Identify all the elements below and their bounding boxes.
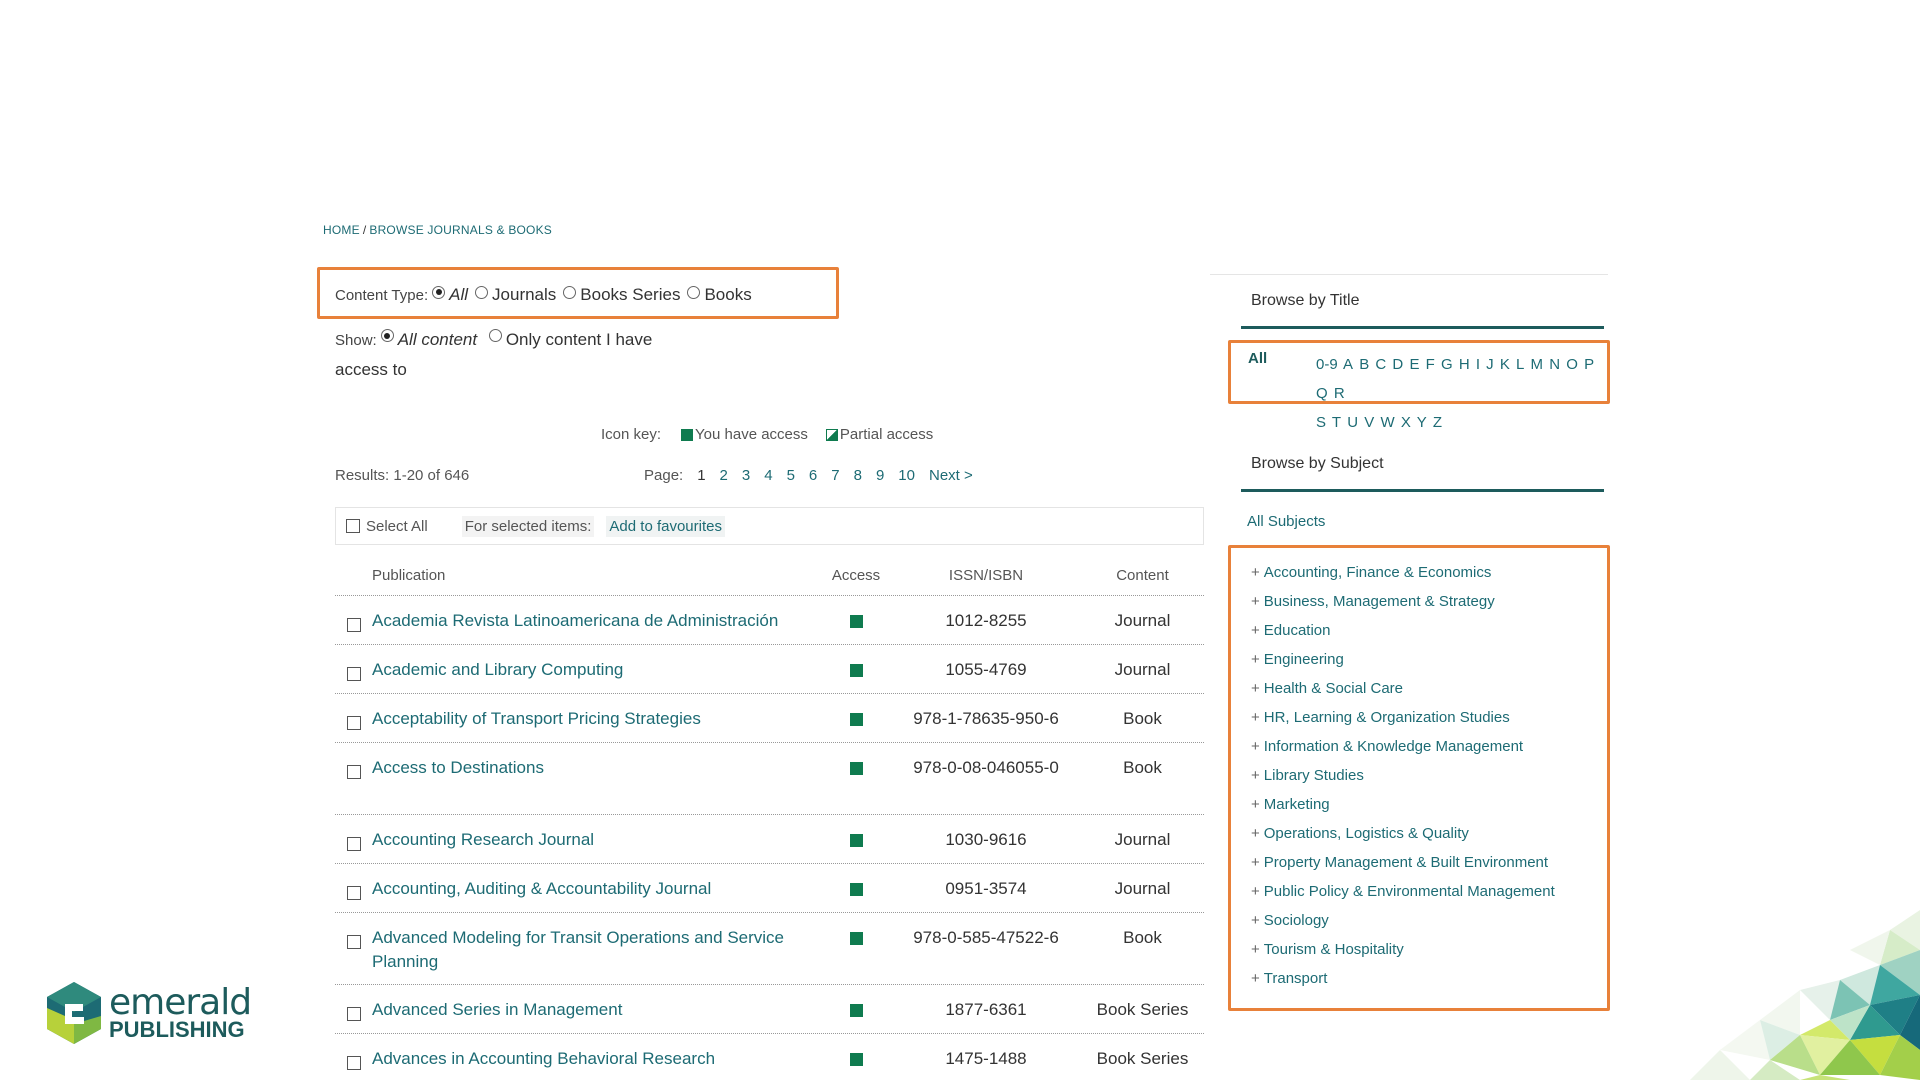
alpha-letter-link[interactable]: A	[1343, 356, 1354, 373]
content-type-value: Journal	[1114, 830, 1171, 849]
row-checkbox[interactable]	[347, 935, 361, 949]
alpha-letter-link[interactable]: 0-9	[1316, 356, 1338, 373]
breadcrumb-home[interactable]: HOME	[323, 223, 360, 237]
select-all-checkbox[interactable]	[346, 519, 360, 533]
header-content[interactable]: Content	[1116, 567, 1169, 584]
radio-content-journals[interactable]	[475, 286, 488, 299]
row-checkbox[interactable]	[347, 1056, 361, 1070]
row-checkbox[interactable]	[347, 765, 361, 779]
breadcrumb-separator: /	[362, 223, 367, 237]
access-icon	[850, 932, 863, 945]
publication-title-link[interactable]: Accounting, Auditing & Accountability Journal	[372, 879, 712, 898]
page-link[interactable]: 3	[741, 467, 751, 484]
subject-label[interactable]: Operations, Logistics & Quality	[1263, 825, 1469, 842]
partial-access-icon	[826, 429, 838, 441]
publication-title-link[interactable]: Access to Destinations	[372, 758, 544, 777]
page-link[interactable]: 1	[697, 467, 706, 484]
plus-icon: +	[1251, 941, 1260, 958]
page-link[interactable]: 10	[898, 467, 915, 484]
header-issn[interactable]: ISSN/ISBN	[948, 567, 1024, 584]
subject-item[interactable]	[1251, 848, 1555, 877]
alpha-all-link[interactable]: All	[1248, 350, 1268, 367]
table-row	[335, 694, 1204, 743]
alpha-letter-link[interactable]: U	[1347, 414, 1359, 431]
issn-value: 1055-4769	[945, 660, 1027, 679]
alpha-letter-link[interactable]: V	[1364, 414, 1375, 431]
icon-key-partial: Partial access	[839, 426, 934, 443]
content-type-value: Journal	[1114, 879, 1171, 898]
browse-subject-rule	[1241, 489, 1604, 492]
plus-icon: +	[1251, 680, 1260, 697]
plus-icon: +	[1251, 767, 1260, 784]
subject-item[interactable]	[1251, 674, 1555, 703]
access-icon	[850, 834, 863, 847]
subject-label[interactable]: Education	[1263, 622, 1331, 639]
alpha-letter-link[interactable]: L	[1516, 356, 1525, 373]
alpha-letter-link[interactable]: K	[1499, 356, 1510, 373]
issn-value: 1475-1488	[945, 1049, 1027, 1068]
issn-value: 978-0-08-046055-0	[913, 758, 1059, 777]
browse-title-heading: Browse by Title	[1251, 292, 1360, 309]
issn-value: 978-0-585-47522-6	[913, 928, 1059, 947]
radio-content-books[interactable]	[687, 286, 700, 299]
alpha-letter-link[interactable]: B	[1359, 356, 1370, 373]
alpha-letter-link[interactable]: Y	[1416, 414, 1427, 431]
radio-label-all[interactable]: All	[449, 285, 469, 304]
page-label: Page:	[644, 467, 684, 484]
results-count: Results: 1-20 of 646	[335, 467, 470, 484]
alpha-letter-link[interactable]: J	[1486, 356, 1494, 373]
content-type-value: Book Series	[1096, 1049, 1189, 1068]
subject-item[interactable]	[1251, 790, 1555, 819]
alpha-letter-link[interactable]: X	[1400, 414, 1411, 431]
plus-icon: +	[1251, 651, 1260, 668]
page-link[interactable]: 4	[764, 467, 773, 484]
plus-icon: +	[1251, 796, 1260, 813]
issn-value: 1877-6361	[945, 1000, 1027, 1019]
subject-item[interactable]	[1251, 587, 1555, 616]
row-checkbox[interactable]	[347, 1007, 361, 1021]
publication-title-link[interactable]: Advanced Modeling for Transit Operations and Service Planning	[372, 928, 785, 971]
alpha-letter-link[interactable]: T	[1331, 414, 1342, 431]
publication-title-link[interactable]: Advances in Accounting Behavioral Research	[372, 1049, 716, 1068]
issn-value: 1030-9616	[945, 830, 1027, 849]
pagination	[644, 467, 987, 484]
plus-icon: +	[1251, 709, 1260, 726]
subject-label[interactable]: Business, Management & Strategy	[1263, 593, 1495, 610]
publication-title-link[interactable]: Academic and Library Computing	[372, 660, 624, 679]
alpha-letter-link[interactable]: I	[1475, 356, 1480, 373]
content-type-value: Book	[1123, 928, 1162, 947]
plus-icon: +	[1251, 912, 1260, 929]
header-access[interactable]: Access	[831, 567, 881, 584]
add-to-favourites-button[interactable]: Add to favourites	[606, 516, 725, 537]
page-link[interactable]: 7	[831, 467, 840, 484]
subject-item[interactable]	[1251, 558, 1555, 587]
subject-label[interactable]: Transport	[1263, 970, 1328, 987]
alpha-letter-link[interactable]: C	[1375, 356, 1387, 373]
logo-text-publishing: PUBLISHING	[109, 1017, 245, 1042]
table-row	[335, 1034, 1204, 1080]
plus-icon: +	[1251, 593, 1260, 610]
plus-icon: +	[1251, 883, 1260, 900]
radio-show-all[interactable]	[381, 329, 394, 342]
subject-label[interactable]: Health & Social Care	[1263, 680, 1403, 697]
subject-item[interactable]	[1251, 703, 1555, 732]
content-type-value: Journal	[1114, 611, 1171, 630]
header-publication[interactable]: Publication	[372, 567, 446, 584]
page-link[interactable]: 9	[875, 467, 885, 484]
publication-title-link[interactable]: Academia Revista Latinoamericana de Administración	[372, 611, 779, 630]
browse-subject-heading: Browse by Subject	[1251, 455, 1384, 472]
alpha-letter-link[interactable]: F	[1425, 356, 1435, 373]
subject-item[interactable]	[1251, 906, 1555, 935]
content-type-value: Book	[1123, 758, 1162, 777]
alpha-letter-link[interactable]: Z	[1432, 414, 1443, 431]
access-icon	[850, 713, 863, 726]
page-link[interactable]: 8	[853, 467, 862, 484]
subject-label[interactable]: Tourism & Hospitality	[1263, 941, 1404, 958]
plus-icon: +	[1251, 564, 1260, 581]
subject-item[interactable]	[1251, 616, 1555, 645]
subject-item[interactable]	[1251, 645, 1555, 674]
radio-label-all-content[interactable]: All content	[397, 330, 478, 349]
content-type-value: Journal	[1114, 660, 1171, 679]
subject-label[interactable]: Engineering	[1263, 651, 1344, 668]
access-icon	[850, 1053, 863, 1066]
subject-label[interactable]: Accounting, Finance & Economics	[1263, 564, 1492, 581]
table-row	[335, 913, 1204, 985]
alpha-letter-link[interactable]: M	[1530, 356, 1544, 373]
alpha-letter-link[interactable]: D	[1392, 356, 1404, 373]
page-link[interactable]: 2	[719, 467, 728, 484]
radio-content-books-series[interactable]	[563, 286, 576, 299]
content-type-value: Book Series	[1096, 1000, 1189, 1019]
issn-value: 0951-3574	[945, 879, 1027, 898]
show-filter	[335, 325, 695, 384]
selection-toolbar	[335, 507, 1204, 545]
alpha-letter-link[interactable]: W	[1380, 414, 1395, 431]
icon-key-label: Icon key:	[601, 426, 662, 443]
alpha-letter-link[interactable]: Q	[1316, 385, 1328, 402]
table-row	[335, 645, 1204, 694]
radio-label-books[interactable]: Books	[704, 285, 752, 304]
publication-title-link[interactable]: Acceptability of Transport Pricing Strategies	[372, 709, 701, 728]
content-type-label: Content Type:	[335, 286, 429, 304]
subject-item[interactable]	[1251, 761, 1555, 790]
access-icon	[850, 615, 863, 628]
radio-label-books-series[interactable]: Books Series	[580, 285, 681, 304]
breadcrumb	[323, 223, 552, 237]
alpha-letter-link[interactable]: P	[1584, 356, 1595, 373]
emerald-logo	[45, 980, 251, 1046]
show-label: Show:	[335, 332, 377, 349]
page-link[interactable]: 6	[808, 467, 818, 484]
subject-item[interactable]	[1251, 877, 1555, 906]
alpha-letter-link[interactable]: R	[1333, 385, 1345, 402]
plus-icon: +	[1251, 970, 1260, 987]
plus-icon: +	[1251, 825, 1260, 842]
publications-table	[335, 556, 1204, 1080]
select-all-label[interactable]: Select All	[366, 517, 428, 535]
access-icon	[850, 664, 863, 677]
table-header	[335, 556, 1204, 596]
subject-label[interactable]: Library Studies	[1263, 767, 1364, 784]
alpha-letter-link[interactable]: G	[1440, 356, 1453, 373]
publication-title-link[interactable]: Advanced Series in Management	[372, 1000, 623, 1019]
icon-key-full: You have access	[695, 426, 808, 443]
table-row	[335, 985, 1204, 1034]
table-row	[335, 596, 1204, 645]
subject-item[interactable]	[1251, 819, 1555, 848]
radio-label-journals[interactable]: Journals	[492, 285, 557, 304]
row-checkbox[interactable]	[347, 886, 361, 900]
breadcrumb-current[interactable]: BROWSE JOURNALS & BOOKS	[369, 223, 552, 237]
decorative-triangles	[1600, 910, 1920, 1080]
alpha-letter-link[interactable]: S	[1316, 414, 1327, 431]
divider	[1210, 274, 1608, 275]
alpha-letter-link[interactable]: O	[1566, 356, 1578, 373]
publication-title-link[interactable]: Accounting Research Journal	[372, 830, 595, 849]
content-type-filter	[335, 285, 755, 305]
table-row	[335, 815, 1204, 864]
page-link[interactable]: 5	[786, 467, 795, 484]
alpha-letter-link[interactable]: N	[1549, 356, 1561, 373]
radio-label-only-access[interactable]: Only content I have access to	[335, 330, 653, 379]
alpha-letter-link[interactable]: H	[1458, 356, 1470, 373]
subject-label[interactable]: Sociology	[1263, 912, 1329, 929]
next-page-link[interactable]: Next >	[928, 467, 973, 484]
icon-key	[601, 426, 933, 443]
access-icon	[850, 883, 863, 896]
plus-icon: +	[1251, 738, 1260, 755]
subject-item[interactable]	[1251, 935, 1555, 964]
plus-icon: +	[1251, 622, 1260, 639]
subject-label[interactable]: Marketing	[1263, 796, 1330, 813]
alpha-letter-link[interactable]: E	[1409, 356, 1420, 373]
subject-label[interactable]: Public Policy & Environmental Management	[1263, 883, 1555, 900]
subject-list	[1251, 558, 1555, 993]
access-icon	[850, 1004, 863, 1017]
row-checkbox[interactable]	[347, 618, 361, 632]
alpha-letters	[1316, 350, 1606, 437]
for-selected-label: For selected items:	[462, 516, 595, 537]
row-checkbox[interactable]	[347, 716, 361, 730]
subject-item[interactable]	[1251, 732, 1555, 761]
issn-value: 1012-8255	[945, 611, 1027, 630]
full-access-icon	[681, 429, 693, 441]
subject-label[interactable]: HR, Learning & Organization Studies	[1263, 709, 1510, 726]
table-row	[335, 743, 1204, 815]
table-row	[335, 864, 1204, 913]
emerald-logo-icon	[45, 980, 103, 1046]
radio-show-access[interactable]	[489, 329, 502, 342]
row-checkbox[interactable]	[347, 667, 361, 681]
radio-content-all[interactable]	[432, 286, 445, 299]
all-subjects-link[interactable]: All Subjects	[1247, 513, 1326, 530]
subject-label[interactable]: Information & Knowledge Management	[1263, 738, 1524, 755]
content-type-value: Book	[1123, 709, 1162, 728]
access-icon	[850, 762, 863, 775]
plus-icon: +	[1251, 854, 1260, 871]
logo-text-emerald: emerald	[109, 982, 252, 1023]
browse-title-rule	[1241, 326, 1604, 329]
subject-item[interactable]	[1251, 964, 1555, 993]
issn-value: 978-1-78635-950-6	[913, 709, 1059, 728]
subject-label[interactable]: Property Management & Built Environment	[1263, 854, 1549, 871]
row-checkbox[interactable]	[347, 837, 361, 851]
